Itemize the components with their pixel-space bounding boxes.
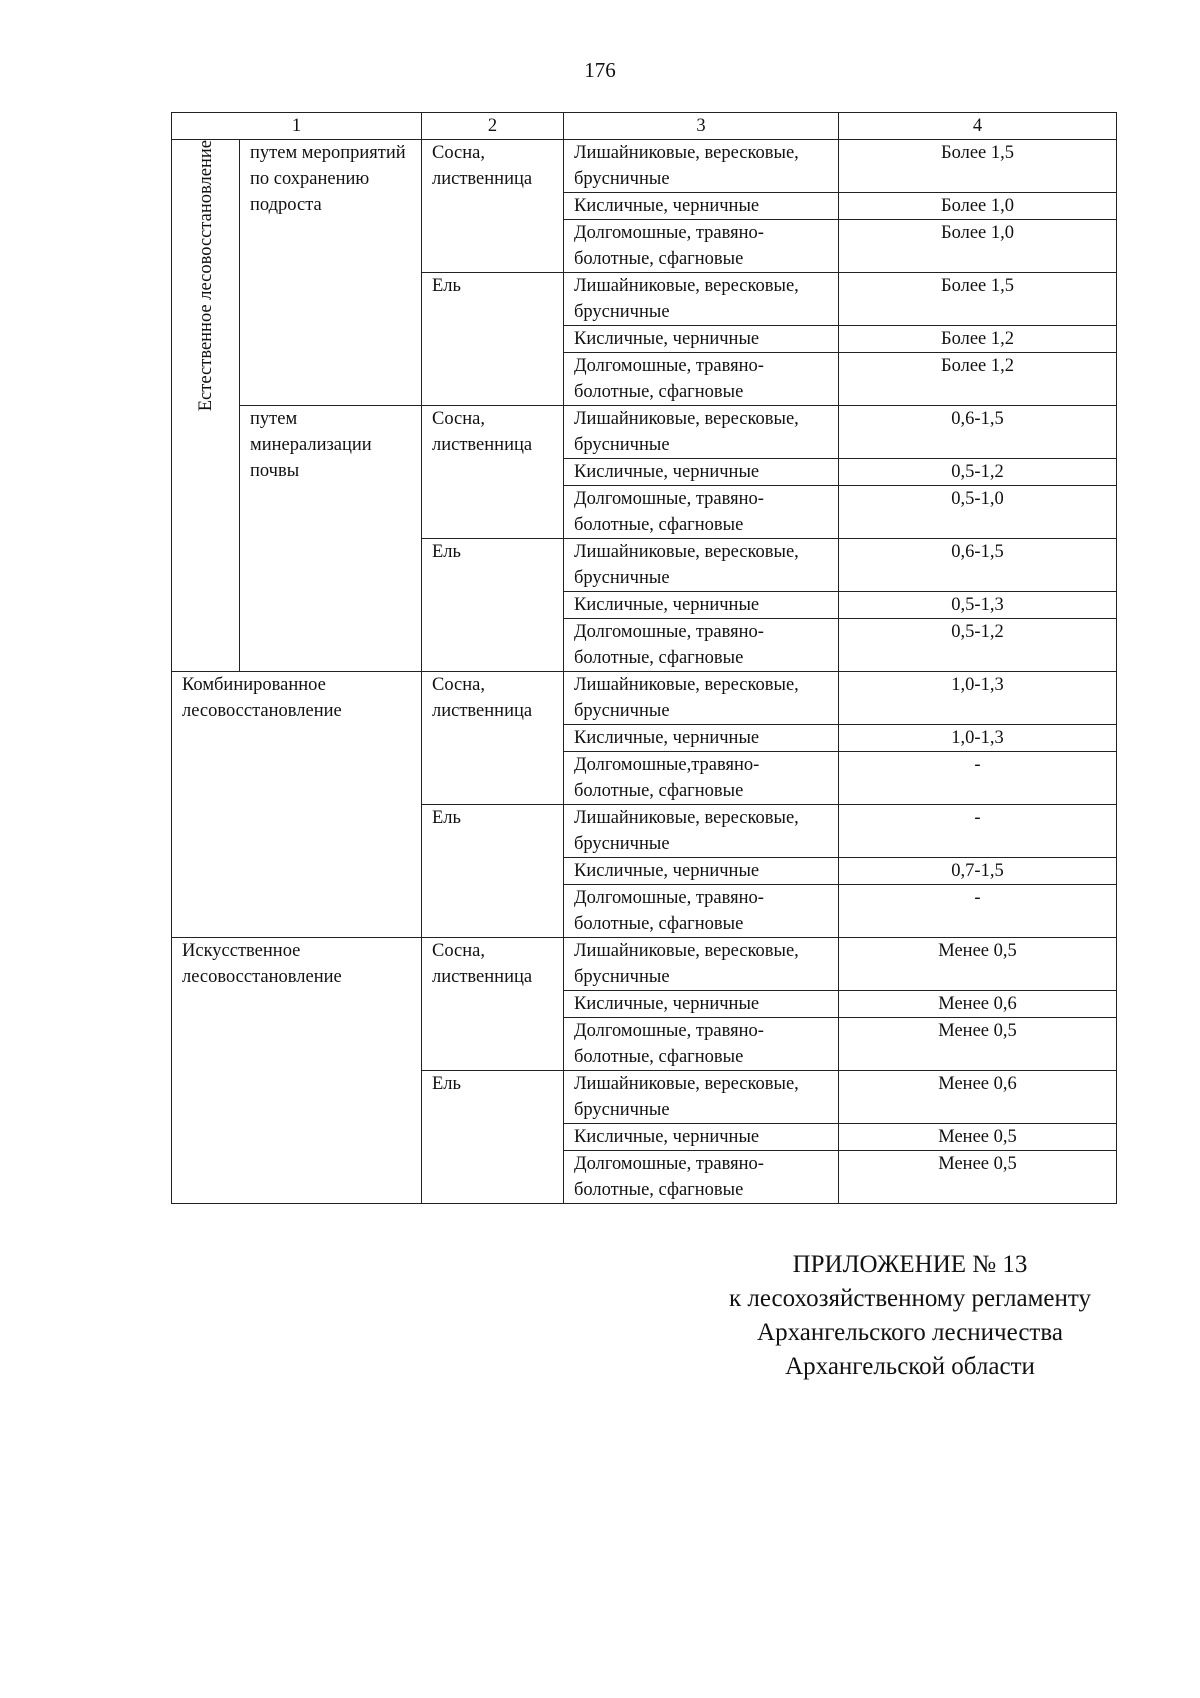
forest-type-cell: Долгомошные, травяно-болотные, сфагновые <box>564 1018 839 1071</box>
forest-type-cell: Долгомошные,травяно-болотные, сфагновые <box>564 752 839 805</box>
value-cell: 0,6-1,5 <box>839 539 1117 592</box>
value-cell: 0,7-1,5 <box>839 858 1117 885</box>
species-cell: Сосна, лиственница <box>422 672 564 805</box>
forest-type-cell: Долгомошные, травяно-болотные, сфагновые <box>564 619 839 672</box>
column-header-1: 1 <box>172 113 422 140</box>
appendix-heading <box>640 1248 1180 1384</box>
section-title: Комбинированное лесовосстановление <box>172 672 422 938</box>
forest-type-cell: Лишайниковые, вересковые, брусничные <box>564 672 839 725</box>
value-cell: 0,6-1,5 <box>839 406 1117 459</box>
forest-type-cell: Лишайниковые, вересковые, брусничные <box>564 539 839 592</box>
forest-type-cell: Лишайниковые, вересковые, брусничные <box>564 805 839 858</box>
value-cell: 0,5-1,2 <box>839 619 1117 672</box>
value-cell: - <box>839 805 1117 858</box>
value-cell: 0,5-1,0 <box>839 486 1117 539</box>
value-cell: Более 1,2 <box>839 326 1117 353</box>
forest-type-cell: Долгомошные, травяно-болотные, сфагновые <box>564 486 839 539</box>
value-cell: - <box>839 885 1117 938</box>
species-cell: Ель <box>422 1071 564 1204</box>
forest-type-cell: Долгомошные, травяно-болотные, сфагновые <box>564 220 839 273</box>
appendix-forestry: Архангельского лесничества <box>757 1319 1063 1346</box>
forest-type-cell: Лишайниковые, вересковые, брусничные <box>564 140 839 193</box>
species-cell: Сосна, лиственница <box>422 140 564 273</box>
value-cell: Менее 0,5 <box>839 938 1117 991</box>
value-cell: Более 1,5 <box>839 273 1117 326</box>
table-row <box>172 938 1117 991</box>
forest-type-cell: Лишайниковые, вересковые, брусничные <box>564 406 839 459</box>
column-header-4: 4 <box>839 113 1117 140</box>
forest-type-cell: Лишайниковые, вересковые, брусничные <box>564 938 839 991</box>
section-title: Искусственное лесовосстановление <box>172 938 422 1204</box>
column-header-3: 3 <box>564 113 839 140</box>
section-title <box>172 140 240 672</box>
forest-type-cell: Долгомошные, травяно-болотные, сфагновые <box>564 885 839 938</box>
appendix-number: ПРИЛОЖЕНИЕ № 13 <box>792 1251 1028 1278</box>
value-cell: 1,0-1,3 <box>839 725 1117 752</box>
forest-type-cell: Кисличные, черничные <box>564 459 839 486</box>
value-cell: Более 1,2 <box>839 353 1117 406</box>
species-cell: Ель <box>422 273 564 406</box>
appendix-subtitle: к лесохозяйственному регламенту <box>728 1285 1092 1312</box>
value-cell: Менее 0,6 <box>839 991 1117 1018</box>
value-cell: 0,5-1,2 <box>839 459 1117 486</box>
forest-type-cell: Кисличные, черничные <box>564 858 839 885</box>
column-header-2: 2 <box>422 113 564 140</box>
value-cell: Более 1,5 <box>839 140 1117 193</box>
forest-type-cell: Кисличные, черничные <box>564 193 839 220</box>
species-cell: Сосна, лиственница <box>422 938 564 1071</box>
species-cell: Ель <box>422 805 564 938</box>
table-row <box>172 140 1117 193</box>
forest-type-cell: Кисличные, черничные <box>564 725 839 752</box>
table-body <box>172 140 1117 1204</box>
value-cell: Более 1,0 <box>839 193 1117 220</box>
table-header-row <box>172 113 1117 140</box>
value-cell: 1,0-1,3 <box>839 672 1117 725</box>
section-title-text: Естественное лесовосстановление <box>195 140 216 412</box>
species-cell: Ель <box>422 539 564 672</box>
table-row <box>172 672 1117 725</box>
forest-type-cell: Кисличные, черничные <box>564 1124 839 1151</box>
forest-type-cell: Лишайниковые, вересковые, брусничные <box>564 1071 839 1124</box>
regulation-table <box>171 112 1117 1204</box>
forest-type-cell: Кисличные, черничные <box>564 592 839 619</box>
value-cell: Менее 0,5 <box>839 1018 1117 1071</box>
appendix-region: Архангельской области <box>785 1353 1035 1380</box>
forest-type-cell: Долгомошные, травяно-болотные, сфагновые <box>564 353 839 406</box>
page-number: 176 <box>584 58 616 82</box>
forest-type-cell: Лишайниковые, вересковые, брусничные <box>564 273 839 326</box>
value-cell: Менее 0,5 <box>839 1124 1117 1151</box>
forest-type-cell: Кисличные, черничные <box>564 991 839 1018</box>
species-cell: Сосна, лиственница <box>422 406 564 539</box>
value-cell: Более 1,0 <box>839 220 1117 273</box>
value-cell: - <box>839 752 1117 805</box>
method-cell: путем мероприятий по сохранению подроста <box>240 140 422 406</box>
forest-type-cell: Кисличные, черничные <box>564 326 839 353</box>
forest-type-cell: Долгомошные, травяно-болотные, сфагновые <box>564 1151 839 1204</box>
table-row <box>172 406 1117 459</box>
value-cell: 0,5-1,3 <box>839 592 1117 619</box>
method-cell: путем минерализации почвы <box>240 406 422 672</box>
value-cell: Менее 0,5 <box>839 1151 1117 1204</box>
value-cell: Менее 0,6 <box>839 1071 1117 1124</box>
